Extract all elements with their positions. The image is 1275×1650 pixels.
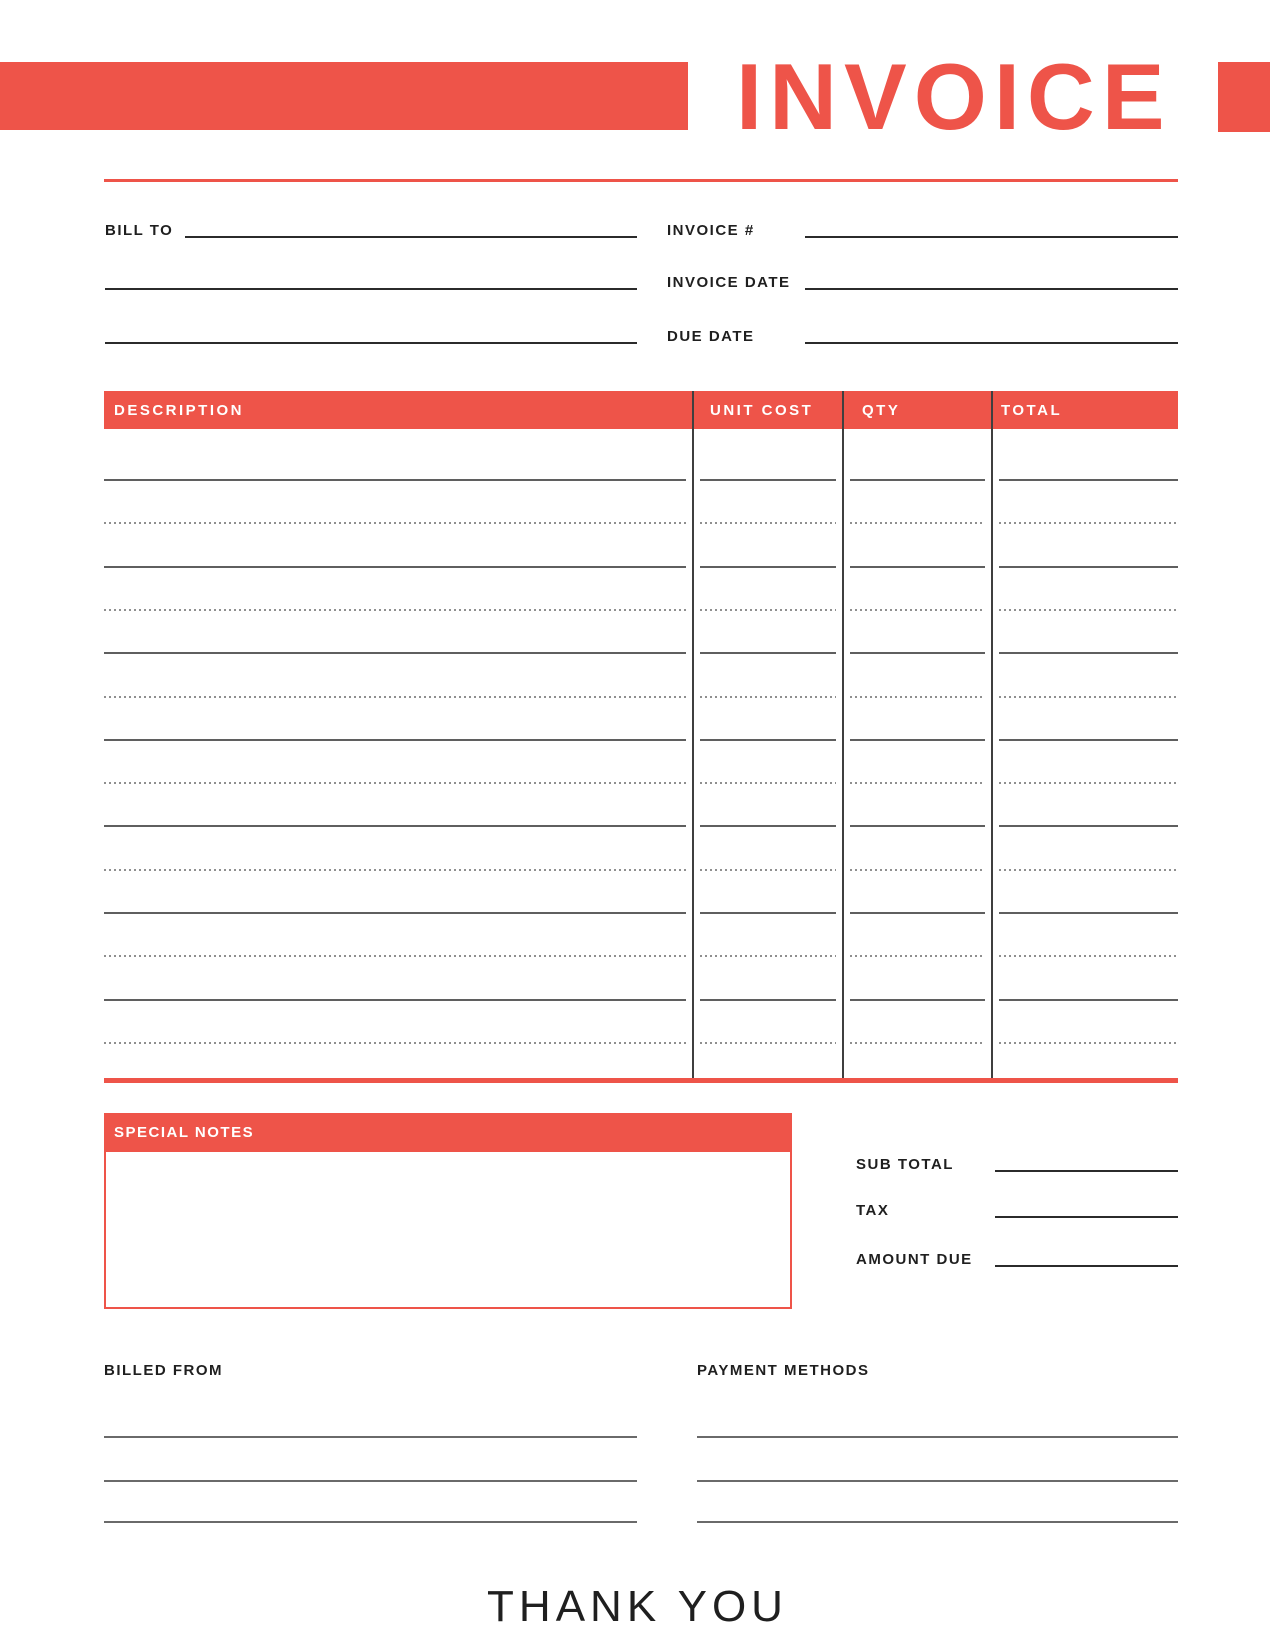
due-date-field[interactable] — [805, 342, 1178, 344]
invoice-date-field[interactable] — [805, 288, 1178, 290]
item-row-field[interactable] — [999, 999, 1178, 1001]
item-row-field[interactable] — [104, 566, 686, 568]
item-row-field[interactable] — [104, 522, 686, 524]
item-row-field[interactable] — [700, 739, 836, 741]
column-description-label: DESCRIPTION — [114, 402, 245, 419]
column-separator-1 — [692, 391, 694, 1080]
item-row-field[interactable] — [104, 479, 686, 481]
item-row-field[interactable] — [700, 522, 836, 524]
item-row-field[interactable] — [850, 652, 985, 654]
item-row-field[interactable] — [850, 696, 985, 698]
column-separator-3 — [991, 391, 993, 1080]
item-row-field[interactable] — [999, 869, 1178, 871]
bill-to-label: BILL TO — [105, 222, 174, 239]
item-row-field[interactable] — [700, 609, 836, 611]
due-date-label: DUE DATE — [667, 328, 755, 345]
payment-methods-field-2[interactable] — [697, 1480, 1178, 1482]
item-row-field[interactable] — [104, 999, 686, 1001]
item-row-field[interactable] — [104, 955, 686, 957]
item-row-field[interactable] — [999, 739, 1178, 741]
item-row-field[interactable] — [999, 825, 1178, 827]
item-row-field[interactable] — [104, 652, 686, 654]
item-row-field[interactable] — [850, 869, 985, 871]
bill-to-field-2[interactable] — [105, 288, 637, 290]
payment-methods-field-1[interactable] — [697, 1436, 1178, 1438]
item-row-field[interactable] — [700, 912, 836, 914]
item-row-field[interactable] — [850, 566, 985, 568]
item-row-field[interactable] — [104, 1042, 686, 1044]
invoice-number-field[interactable] — [805, 236, 1178, 238]
invoice-date-label: INVOICE DATE — [667, 274, 791, 291]
table-bottom-rule — [104, 1078, 1178, 1083]
item-row-field[interactable] — [850, 479, 985, 481]
billed-from-label: BILLED FROM — [104, 1362, 223, 1379]
amount-due-field[interactable] — [995, 1265, 1178, 1267]
invoice-number-label: INVOICE # — [667, 222, 755, 239]
item-row-field[interactable] — [850, 999, 985, 1001]
sub-total-field[interactable] — [995, 1170, 1178, 1172]
header-divider — [104, 179, 1178, 182]
item-row-field[interactable] — [850, 825, 985, 827]
special-notes-header — [104, 1113, 792, 1152]
item-row-field[interactable] — [700, 782, 836, 784]
item-row-field[interactable] — [850, 1042, 985, 1044]
item-row-field[interactable] — [850, 955, 985, 957]
special-notes-field[interactable] — [104, 1152, 792, 1309]
payment-methods-label: PAYMENT METHODS — [697, 1362, 870, 1379]
bill-to-field-1[interactable] — [185, 236, 637, 238]
special-notes-label: SPECIAL NOTES — [114, 1124, 255, 1141]
item-row-field[interactable] — [999, 782, 1178, 784]
sub-total-label: SUB TOTAL — [856, 1156, 954, 1173]
item-row-field[interactable] — [104, 912, 686, 914]
tax-label: TAX — [856, 1202, 890, 1219]
column-unit-cost-label: UNIT COST — [710, 402, 814, 419]
item-row-field[interactable] — [700, 999, 836, 1001]
payment-methods-field-3[interactable] — [697, 1521, 1178, 1523]
billed-from-field-1[interactable] — [104, 1436, 637, 1438]
bill-to-field-3[interactable] — [105, 342, 637, 344]
item-row-field[interactable] — [700, 825, 836, 827]
item-row-field[interactable] — [104, 609, 686, 611]
item-row-field[interactable] — [104, 825, 686, 827]
column-qty-label: QTY — [862, 402, 901, 419]
page-title: INVOICE — [736, 44, 1172, 149]
billed-from-field-2[interactable] — [104, 1480, 637, 1482]
item-row-field[interactable] — [104, 869, 686, 871]
item-row-field[interactable] — [700, 696, 836, 698]
item-row-field[interactable] — [999, 479, 1178, 481]
item-row-field[interactable] — [999, 566, 1178, 568]
item-row-field[interactable] — [999, 609, 1178, 611]
tax-field[interactable] — [995, 1216, 1178, 1218]
item-row-field[interactable] — [999, 955, 1178, 957]
item-row-field[interactable] — [999, 912, 1178, 914]
item-row-field[interactable] — [999, 652, 1178, 654]
amount-due-label: AMOUNT DUE — [856, 1251, 973, 1268]
item-row-field[interactable] — [700, 869, 836, 871]
item-row-field[interactable] — [104, 782, 686, 784]
header-accent-square — [1218, 62, 1270, 132]
items-table — [104, 391, 1178, 1083]
column-total-label: TOTAL — [1001, 402, 1063, 419]
item-row-field[interactable] — [850, 522, 985, 524]
thank-you-text: THANK YOU — [487, 1582, 788, 1631]
item-row-field[interactable] — [999, 522, 1178, 524]
item-row-field[interactable] — [700, 479, 836, 481]
billed-from-field-3[interactable] — [104, 1521, 637, 1523]
item-row-field[interactable] — [850, 609, 985, 611]
header-accent-bar — [0, 62, 688, 130]
item-row-field[interactable] — [999, 696, 1178, 698]
column-separator-2 — [842, 391, 844, 1080]
item-row-field[interactable] — [999, 1042, 1178, 1044]
item-row-field[interactable] — [850, 739, 985, 741]
item-row-field[interactable] — [700, 955, 836, 957]
item-row-field[interactable] — [850, 782, 985, 784]
item-row-field[interactable] — [700, 566, 836, 568]
item-row-field[interactable] — [104, 739, 686, 741]
item-row-field[interactable] — [700, 1042, 836, 1044]
item-row-field[interactable] — [700, 652, 836, 654]
item-row-field[interactable] — [104, 696, 686, 698]
item-row-field[interactable] — [850, 912, 985, 914]
